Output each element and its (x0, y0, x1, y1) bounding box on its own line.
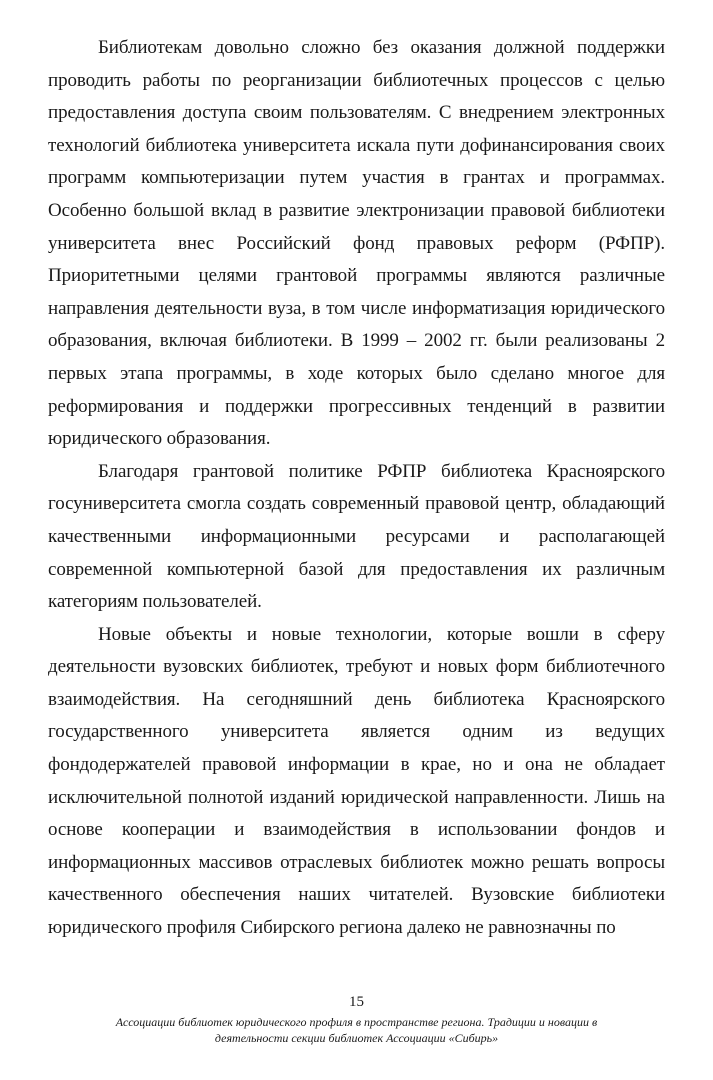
footer-caption-line-2: деятельности секции библиотек Ассоциации «Сибирь» (214, 1031, 499, 1045)
footer-caption-line-1: Ассоциации библиотек юридического профиля в пространстве региона. Традиции и новации в (115, 1015, 598, 1029)
paragraph-2: Благодаря грантовой политике РФПР библиотека Красноярского госуниверситета смогла создать современный правовой центр, обладающий качественными информационными ресурсами и располагающей современной компьютерной базой для предоставления их различным категориям пользователей. (48, 460, 665, 613)
page-number: 15 (349, 994, 364, 1010)
page-footer (60, 992, 653, 1046)
paragraph-1: Библиотекам довольно сложно без оказания должной поддержки проводить работы по реорганизации библиотечных процессов с целью предоставления доступа своим пользователям. С внедрением электронных технологий библиотека университета искала пути дофинансирования своих программ компьютеризации путем участия в грантах и программах. Особенно большой вклад в развитие электронизации правовой библиотеки университета внес Российский фонд правовых реформ (РФПР). Приоритетными целями грантовой программы являются различные направления деятельности вуза, в том числе информатизация юридического образования, включая библиотеки. В 1999 – 2002 гг. были реализованы 2 первых этапа программы, в ходе которых было сделано многое для реформирования и поддержки прогрессивных тенденций в развитии юридического образования. (48, 37, 665, 450)
paragraph-3: Новые объекты и новые технологии, которые вошли в сферу деятельности вузовских библиотек, требуют и новых форм библиотечного взаимодействия. На сегодняшний день библиотека Красноярского государственного университета является одним из ведущих фондодержателей правовой информации в крае, но и она не обладает исключительной полнотой изданий юридической направленности. Лишь на основе кооперации и взаимодействия в использовании фондов и информационных массивов отраслевых библиотек можно решать вопросы качественного обеспечения наших читателей. Вузовские библиотеки юридического профиля Сибирского региона далеко не равнозначны по (48, 623, 665, 939)
page-body (48, 32, 665, 945)
footer-caption (60, 1014, 653, 1046)
